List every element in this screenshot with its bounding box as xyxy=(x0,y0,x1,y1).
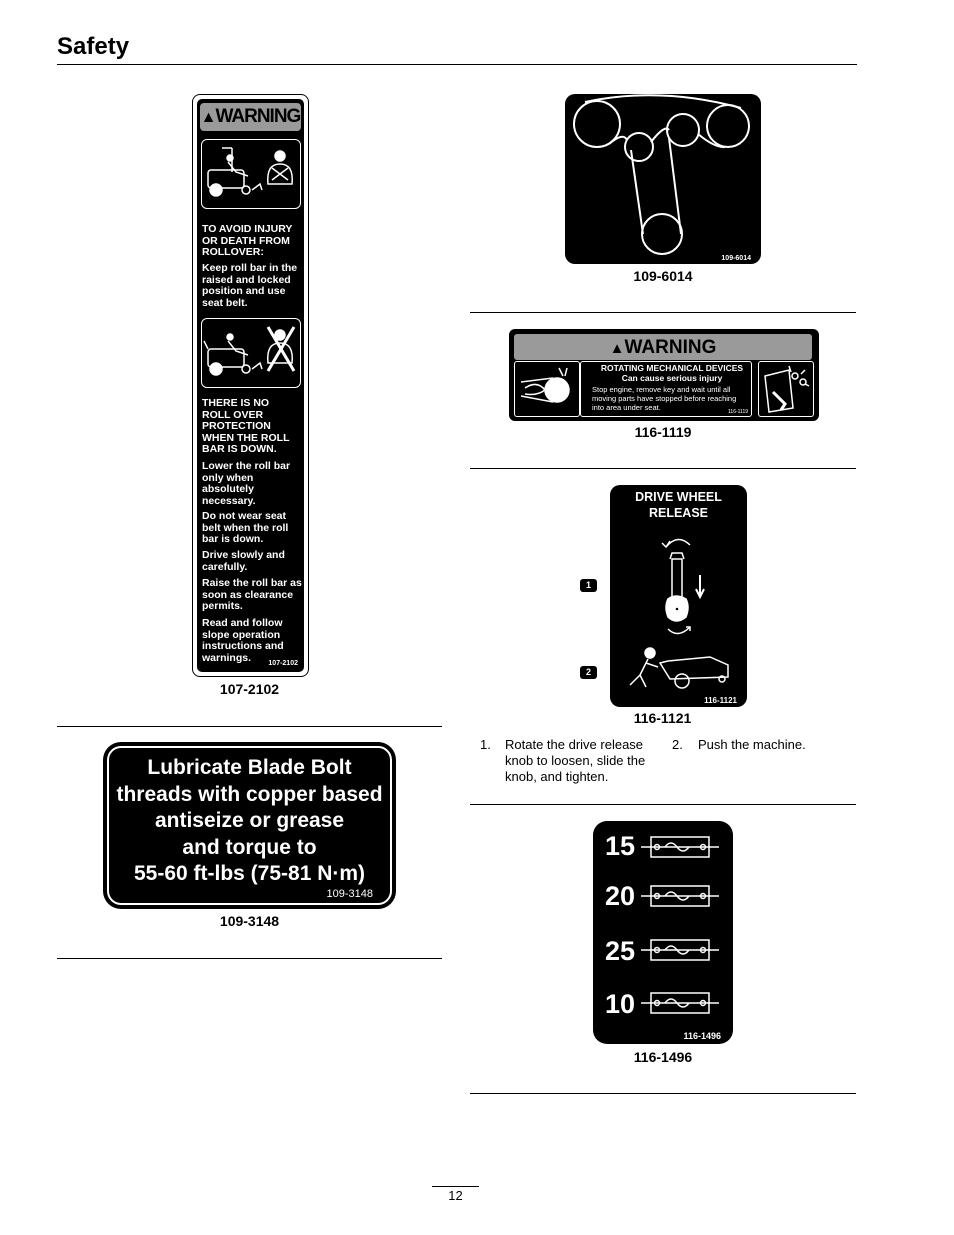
raise-rollbar-text: Raise the roll bar as soon as clearance permits. xyxy=(202,577,302,612)
rollbar-down-pictogram xyxy=(201,318,301,388)
fuse-icon xyxy=(641,993,719,1013)
fuse-rating: 10 xyxy=(605,989,636,1019)
decal-116-1119 xyxy=(509,329,819,421)
caption-109-3148: 109-3148 xyxy=(219,913,280,929)
no-protection-heading: THERE IS NO ROLL OVER PROTECTION WHEN THE ROLL BAR IS DOWN. xyxy=(202,397,290,455)
warning-banner xyxy=(514,334,812,360)
callout-1: 1 xyxy=(580,579,597,592)
fuse-icon xyxy=(641,837,719,857)
decal-code: 116-1121 xyxy=(704,696,737,705)
callout-2: 2 xyxy=(580,666,597,679)
warning-message: ROTATING MECHANICAL DEVICES Can cause serious injury Stop engine, remove key and wait until all moving parts have stopped before reaching into area under seat. xyxy=(586,361,758,412)
section-title: Safety xyxy=(57,33,130,60)
stop-engine-pictogram xyxy=(758,361,814,417)
decal-116-1496 xyxy=(593,821,733,1044)
knob-release-icon xyxy=(610,485,747,707)
divider xyxy=(470,312,856,313)
warning-triangle-icon: ▲ xyxy=(609,340,625,357)
rollbar-up-pictogram xyxy=(201,139,301,209)
warning-text: WARNING xyxy=(624,337,717,358)
lower-rollbar-text: Lower the roll bar only when absolutely necessary. xyxy=(202,460,291,507)
decal-109-6014 xyxy=(565,94,761,264)
mower-seatbelt-icon xyxy=(202,140,300,208)
rollbar-instruction: Keep roll bar in the raised and locked position and use seat belt. xyxy=(202,262,298,309)
drive-release-title: DRIVE WHEEL RELEASE xyxy=(635,490,722,520)
step-number: 1. xyxy=(480,737,491,752)
step-text: Push the machine. xyxy=(698,737,806,752)
fuse-rating: 15 xyxy=(605,831,636,861)
divider xyxy=(470,804,856,805)
divider xyxy=(470,468,856,469)
mower-no-seatbelt-icon xyxy=(202,319,300,387)
warning-banner xyxy=(200,103,301,131)
step-text: Rotate the drive release knob to loosen, slide the knob, and tighten. xyxy=(505,737,646,784)
decal-code: 109-6014 xyxy=(721,255,751,262)
decal-107-2102 xyxy=(192,94,309,677)
title-rule xyxy=(57,64,857,65)
fuse-icon xyxy=(641,940,719,960)
hand-entanglement-icon xyxy=(515,362,579,416)
decal-code: 116-1496 xyxy=(683,1031,721,1041)
warning-triangle-icon: ▲ xyxy=(200,109,216,126)
caption-116-1496: 116-1496 xyxy=(633,1049,693,1065)
step-number: 2. xyxy=(672,737,683,752)
fuse-rating: 20 xyxy=(605,881,636,911)
fuse-icon xyxy=(641,886,719,906)
slope-instructions-text: Read and follow slope operation instructions and warnings. xyxy=(202,617,284,664)
key-removal-icon xyxy=(759,362,813,416)
warning-detail: Stop engine, remove key and wait until all moving parts have stopped before reaching into area under seat. xyxy=(592,385,737,412)
caption-116-1121: 116-1121 xyxy=(633,710,692,726)
caption-107-2102: 107-2102 xyxy=(219,681,280,697)
warning-text: WARNING xyxy=(215,106,301,127)
decal-code: 109-3148 xyxy=(326,888,373,900)
decal-109-3148 xyxy=(103,742,396,909)
decal-code: 116-1119 xyxy=(728,409,749,415)
divider xyxy=(57,958,442,959)
rotating-hazard-pictogram xyxy=(514,361,580,417)
divider xyxy=(57,726,442,727)
page-number: 12 xyxy=(432,1186,479,1203)
lubricate-instructions: Lubricate Blade Bolt threads with copper based antiseize or grease and torque to 55-60 ft-lbs (75-81 N·m) xyxy=(116,756,383,885)
belt-routing-icon xyxy=(565,94,761,264)
caption-109-6014: 109-6014 xyxy=(633,268,693,284)
divider xyxy=(470,1093,856,1094)
caption-116-1119: 116-1119 xyxy=(634,424,692,440)
decal-code: 107-2102 xyxy=(268,660,298,667)
seatbelt-text: Do not wear seat belt when the roll bar is down. xyxy=(202,510,289,545)
drive-slowly-text: Drive slowly and carefully. xyxy=(202,549,285,573)
rollover-heading: TO AVOID INJURY OR DEATH FROM ROLLOVER: xyxy=(202,223,293,258)
fuse-icons xyxy=(593,821,733,1044)
decal-116-1121 xyxy=(610,485,747,707)
fuse-rating: 25 xyxy=(605,936,636,966)
